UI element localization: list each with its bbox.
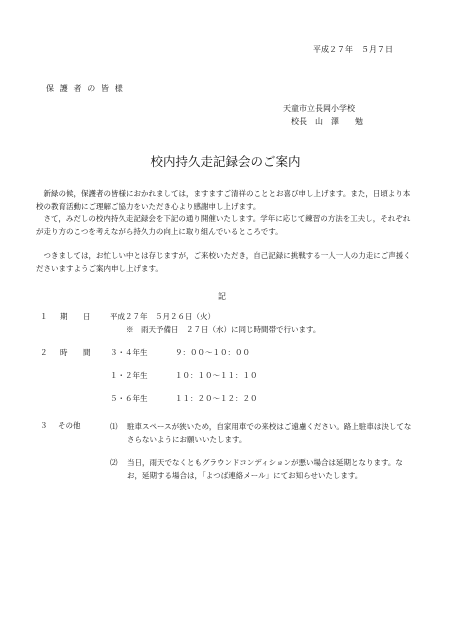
body-paragraph-greeting: 新緑の候，保護者の皆様におかれましては，ますますご清祥のこととお喜び申し上げます。また，日頃より本校の教育活動にご理解ご協力をいただき心より感謝申し上げます。 bbox=[36, 189, 411, 211]
other-item-mark: ⑴ bbox=[110, 422, 118, 431]
other-item-postponement: 当日，雨天でなくともグラウンドコンディションが悪い場合は延期となります。なお，延期する場合は，「よつば連絡メール」にてお知らせいたします。 bbox=[127, 458, 403, 480]
principal-name: 校長 山 澤 勉 bbox=[291, 117, 363, 126]
other-item-mark: ⑵ bbox=[110, 458, 118, 467]
item-label-date: 期 日 bbox=[60, 312, 95, 321]
schedule-time: １０：１０～１１：１０ bbox=[175, 371, 258, 380]
schedule-time: ９：００～１０：００ bbox=[175, 348, 250, 357]
other-item-parking: 駐車スペースが狭いため，自家用車での来校はご遠慮ください。路上駐車は決してなさらないようにお願いいたします。 bbox=[127, 422, 412, 444]
school-name: 天童市立長岡小学校 bbox=[283, 104, 355, 113]
schedule-time: １１：２０～１２：２０ bbox=[175, 394, 258, 403]
body-paragraph-announcement: さて，みだしの校内持久走記録会を下記の通り開催いたします。学年に応じて練習の方法を工夫し，それぞれが走り方のこつを考えながら持久力の向上に取り組んでいるところです。 bbox=[36, 214, 411, 236]
item-number-time: ２ bbox=[40, 348, 48, 357]
event-date: 平成２７年 ５月２６日（火） bbox=[110, 312, 215, 321]
document-title: 校内持久走記録会のご案内 bbox=[150, 154, 301, 169]
item-label-time: 時 間 bbox=[60, 348, 95, 357]
schedule-grade: ５・６年生 bbox=[110, 394, 148, 403]
item-number-date: １ bbox=[40, 312, 48, 321]
item-number-other: ３ bbox=[40, 421, 48, 430]
rain-date-note: ※ 雨天予備日 ２７日（水）に同じ時間帯で行います。 bbox=[126, 325, 321, 334]
body-paragraph-invitation: つきましては，お忙しい中とは存じますが，ご来校いただき，自己記録に挑戦する一人一人の力走にご声援くださいますようご案内申し上げます。 bbox=[36, 251, 411, 273]
schedule-grade: １・２年生 bbox=[110, 371, 148, 380]
item-label-other: その他 bbox=[58, 421, 81, 430]
ki-heading: 記 bbox=[218, 292, 226, 301]
schedule-grade: ３・４年生 bbox=[110, 348, 148, 357]
issue-date: 平成２７年 ５月７日 bbox=[313, 45, 393, 54]
addressee: 保 護 者 の 皆 様 bbox=[46, 84, 125, 93]
